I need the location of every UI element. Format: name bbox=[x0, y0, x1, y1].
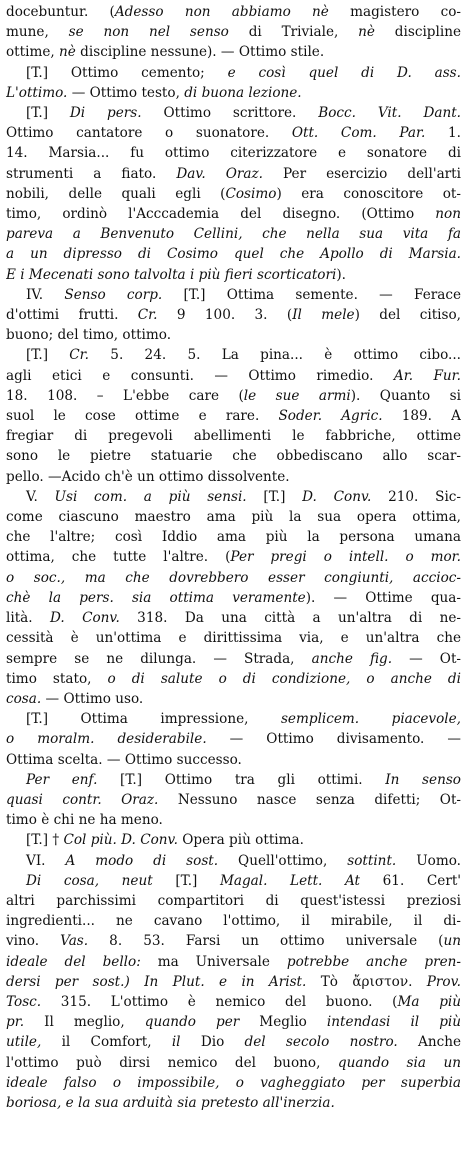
text-line bbox=[6, 42, 461, 62]
italic-segment: chè la pers. sia ottima veramente bbox=[6, 589, 306, 606]
italic-segment: Usi com. a più sensi. bbox=[54, 488, 247, 505]
text-segment: lità. bbox=[6, 610, 50, 627]
text-line bbox=[6, 527, 461, 547]
text-line bbox=[6, 487, 461, 507]
text-line bbox=[6, 204, 461, 224]
text-segment: suol le cose ottime e rare. bbox=[6, 408, 279, 425]
text-segment: Anche bbox=[397, 1034, 461, 1051]
italic-segment: A modo di sost. bbox=[65, 852, 219, 869]
text-segment: 14. Marsia... fu ottimo citerizzatore e sonatore di bbox=[6, 145, 461, 162]
text-line bbox=[6, 830, 461, 850]
text-line bbox=[6, 325, 461, 345]
text-segment: ottime, bbox=[6, 44, 60, 61]
text-segment: 18. 108. – L'ebbe care ( bbox=[6, 387, 244, 404]
italic-segment: intendasi il più bbox=[326, 1014, 461, 1031]
text-line bbox=[6, 103, 461, 123]
text-segment: Opera più ottima. bbox=[177, 832, 304, 849]
text-line bbox=[6, 1053, 461, 1073]
text-line bbox=[6, 446, 461, 466]
text-segment: 5. 24. 5. La pina... è ottimo cibo... bbox=[89, 347, 461, 364]
text-segment: VI. bbox=[26, 852, 66, 869]
italic-segment: Il mele bbox=[292, 307, 355, 324]
italic-segment: Ott. Com. Par. bbox=[291, 125, 426, 142]
text-segment: fregiar di pregevoli abellimenti le fabbriche, ottime bbox=[6, 428, 461, 445]
italic-segment: Ar. Fur. bbox=[393, 367, 461, 384]
text-line bbox=[6, 1073, 461, 1093]
text-line bbox=[6, 669, 461, 689]
text-line bbox=[6, 750, 461, 770]
italic-segment: anche fig. bbox=[311, 650, 393, 667]
italic-segment: Di pers. bbox=[69, 105, 142, 122]
text-segment: sono le pietre statuarie che obbediscano allo scar- bbox=[6, 448, 461, 465]
text-line bbox=[6, 709, 461, 729]
text-line bbox=[6, 790, 461, 810]
italic-segment: dersi per sost.) In Plut. e in Arist. bbox=[6, 973, 307, 990]
text-segment: timo stato, bbox=[6, 670, 108, 687]
text-segment: l'ottimo può dirsi nemico del buono, bbox=[6, 1054, 338, 1071]
italic-segment: di buona lezione. bbox=[184, 84, 302, 101]
text-segment: [T.] bbox=[152, 872, 220, 889]
text-line bbox=[6, 649, 461, 669]
text-segment: timo è chi ne ha meno. bbox=[6, 812, 163, 829]
text-line bbox=[6, 628, 461, 648]
italic-segment: D. Conv. bbox=[49, 610, 120, 627]
text-segment: discipline bbox=[374, 24, 461, 41]
italic-segment: Col più. D. Conv. bbox=[63, 832, 178, 849]
text-line bbox=[6, 891, 461, 911]
text-segment: Quell'ottimo, bbox=[218, 852, 348, 869]
italic-segment: Per enf. bbox=[26, 771, 98, 788]
italic-segment: Prov. bbox=[426, 973, 461, 990]
italic-segment: D. Conv. bbox=[302, 488, 372, 505]
text-segment: — Ottimo divisamento. — bbox=[206, 731, 461, 748]
text-line bbox=[6, 568, 461, 588]
italic-segment: sottint. bbox=[347, 852, 397, 869]
text-segment: ) del citiso, bbox=[354, 307, 461, 324]
text-segment: ). Quanto si bbox=[350, 387, 461, 404]
italic-segment: quando per bbox=[144, 1014, 240, 1031]
italic-segment: Cr. bbox=[137, 307, 158, 324]
italic-segment: il bbox=[171, 1034, 181, 1051]
italic-segment: potrebbe anche pren- bbox=[286, 953, 461, 970]
text-segment: 210. Sic- bbox=[371, 488, 461, 505]
text-line bbox=[6, 63, 461, 83]
text-segment: sempre se ne dilunga. — Strada, bbox=[6, 650, 312, 667]
text-segment: d'ottimi frutti. bbox=[6, 307, 138, 324]
italic-segment: se non nel senso bbox=[68, 24, 229, 41]
italic-segment: quasi contr. Oraz. bbox=[6, 791, 159, 808]
text-segment: [T.] Ottimo cemento; bbox=[26, 64, 228, 81]
text-segment: buono; del timo, ottimo. bbox=[6, 327, 172, 344]
italic-segment: Senso corp. bbox=[64, 286, 163, 303]
text-line bbox=[6, 547, 461, 567]
text-line bbox=[6, 366, 461, 386]
italic-segment: utile, bbox=[6, 1034, 42, 1051]
text-line bbox=[6, 952, 461, 972]
text-segment: ). — Ottime qua- bbox=[305, 589, 461, 606]
text-segment: vino. bbox=[6, 933, 61, 950]
text-segment: 61. Cert' bbox=[360, 872, 461, 889]
italic-segment: ideale del bello: bbox=[6, 953, 141, 970]
text-segment: [T.] bbox=[26, 105, 70, 122]
text-segment: — Ottimo testo, bbox=[67, 84, 185, 101]
italic-segment: Soder. Agric. bbox=[278, 408, 383, 425]
text-line bbox=[6, 931, 461, 951]
text-line bbox=[6, 810, 461, 830]
text-segment: magistero co- bbox=[328, 4, 461, 20]
italic-segment: parevа a Benvenuto Cellini, che nella sua vita fa bbox=[6, 226, 461, 243]
italic-segment: In senso bbox=[385, 771, 461, 788]
text-segment: Τὸ ἄριστον. bbox=[306, 973, 427, 990]
text-line bbox=[6, 911, 461, 931]
italic-segment: e così quel di D. ass. bbox=[227, 64, 461, 81]
text-segment: [T.] † bbox=[26, 832, 64, 849]
text-line bbox=[6, 224, 461, 244]
text-line bbox=[6, 164, 461, 184]
text-segment: come ciascuno maestro ama più la sua opera ottima, bbox=[6, 509, 461, 526]
italic-segment: quando sia un bbox=[337, 1054, 461, 1071]
italic-segment: semplicem. piacevole, bbox=[280, 711, 461, 728]
italic-segment: cosa. bbox=[6, 690, 42, 707]
text-segment: 318. Da una città a un'altra di ne- bbox=[119, 610, 461, 627]
text-segment: 189. A bbox=[382, 408, 461, 425]
text-line bbox=[6, 770, 461, 790]
text-line bbox=[6, 851, 461, 871]
italic-segment: le sue armi bbox=[243, 387, 351, 404]
text-line bbox=[6, 123, 461, 143]
text-segment: Ottima scelta. — Ottimo successo. bbox=[6, 751, 242, 768]
text-line bbox=[6, 406, 461, 426]
italic-segment: non bbox=[435, 206, 461, 223]
text-line bbox=[6, 143, 461, 163]
text-segment: di Triviale, bbox=[228, 24, 359, 41]
text-line bbox=[6, 608, 461, 628]
text-line bbox=[6, 285, 461, 305]
text-line bbox=[6, 22, 461, 42]
text-segment: [T.] bbox=[246, 488, 303, 505]
text-line bbox=[6, 386, 461, 406]
text-segment: nobili, delle quali egli ( bbox=[6, 185, 226, 202]
text-line bbox=[6, 992, 461, 1012]
text-line bbox=[6, 345, 461, 365]
text-line bbox=[6, 83, 461, 103]
text-line bbox=[6, 507, 461, 527]
text-line bbox=[6, 689, 461, 709]
text-segment: 8. 53. Farsi un ottimo universale ( bbox=[88, 933, 444, 950]
italic-segment: Di cosa, neut bbox=[26, 872, 153, 889]
text-segment: ottima, che tutte l'altre. ( bbox=[6, 549, 231, 566]
text-segment: 1. bbox=[425, 125, 461, 142]
italic-segment: Cr. bbox=[69, 347, 90, 364]
text-segment: 9 100. 3. ( bbox=[157, 307, 293, 324]
text-line bbox=[6, 2, 461, 22]
text-segment: ma Universale bbox=[140, 953, 287, 970]
text-segment: IV. bbox=[26, 286, 65, 303]
italic-segment: E i Mecenati sono talvolta i più fieri scorticatori bbox=[6, 266, 337, 283]
text-segment: Meglio bbox=[239, 1014, 327, 1031]
italic-segment: Vas. bbox=[60, 933, 89, 950]
text-segment: Nessuno nasce senza difetti; Ot- bbox=[158, 791, 461, 808]
italic-segment: Dav. Oraz. bbox=[176, 165, 263, 182]
text-segment: il Comfort, bbox=[41, 1034, 172, 1051]
text-segment: [T.] bbox=[26, 347, 70, 364]
text-segment: docebuntur. ( bbox=[6, 4, 115, 20]
italic-segment: o soc., ma che dovrebbero esser congiunti, accioc- bbox=[6, 569, 461, 586]
text-line bbox=[6, 265, 461, 285]
text-line bbox=[6, 467, 461, 487]
text-segment: V. bbox=[26, 488, 55, 505]
text-line bbox=[6, 1012, 461, 1032]
text-line bbox=[6, 426, 461, 446]
italic-segment: Magal. Lett. At bbox=[219, 872, 361, 889]
text-segment: discipline nessune). — Ottimo stile. bbox=[75, 44, 325, 61]
text-segment: Il meglio, bbox=[24, 1014, 145, 1031]
text-segment: pello. —Acido ch'è un ottimo dissolvente. bbox=[6, 468, 290, 485]
italic-segment: Bocc. Vit. Dant. bbox=[318, 105, 461, 122]
text-segment: Uomo. bbox=[396, 852, 461, 869]
text-line bbox=[6, 305, 461, 325]
text-segment: 315. L'ottimo è nemico del buono. ( bbox=[41, 993, 398, 1010]
text-segment: che l'altre; così Iddio ama più la persona umana bbox=[6, 529, 461, 546]
text-segment: mune, bbox=[6, 24, 69, 41]
text-segment: agli etici e consunti. — Ottimo rimedio. bbox=[6, 367, 394, 384]
text-segment: Per esercizio dell'arti bbox=[262, 165, 461, 182]
text-segment: Ottimo scrittore. bbox=[141, 105, 319, 122]
text-segment: — Ot- bbox=[392, 650, 461, 667]
text-line bbox=[6, 184, 461, 204]
italic-segment: Adesso non abbiamo nè bbox=[114, 4, 329, 20]
text-segment: cessità è un'ottima e dirittissima via, e un'altra che bbox=[6, 630, 461, 647]
italic-segment: pr. bbox=[6, 1014, 25, 1031]
italic-segment: ideale falso o impossibile, o vagheggiato per superbia bbox=[6, 1074, 461, 1091]
text-segment: — Ottimo uso. bbox=[41, 690, 144, 707]
italic-segment: o moralm. desiderabile. bbox=[6, 731, 207, 748]
italic-segment: Tosc. bbox=[6, 993, 42, 1010]
text-line bbox=[6, 729, 461, 749]
text-line bbox=[6, 1032, 461, 1052]
italic-segment: a un dipresso di Cosimo quel che Apollo di Marsia. bbox=[6, 246, 461, 263]
italic-segment: un bbox=[443, 933, 461, 950]
text-segment: ) era conoscitore ot- bbox=[276, 185, 461, 202]
text-segment: strumenti a fiato. bbox=[6, 165, 177, 182]
text-segment: altri parchissimi compartitori di quest'istessi preziosi bbox=[6, 892, 461, 909]
text-line bbox=[6, 1093, 461, 1113]
italic-segment: Ma più bbox=[397, 993, 461, 1010]
text-segment: timo, ordinò l'Acccademia del disegno. (Ottimo bbox=[6, 206, 436, 223]
text-segment: [T.] Ottima impressione, bbox=[26, 711, 281, 728]
text-line bbox=[6, 871, 461, 891]
italic-segment: L'ottimo. bbox=[6, 84, 68, 101]
italic-segment: del secolo nostro. bbox=[244, 1034, 398, 1051]
text-line bbox=[6, 244, 461, 264]
italic-segment: nè bbox=[358, 24, 375, 41]
italic-segment: boriosa, e la sua arduità sia pretesto all'inerzia. bbox=[6, 1094, 335, 1111]
italic-segment: Cosimo bbox=[225, 185, 277, 202]
text-line bbox=[6, 972, 461, 992]
text-segment: ingredienti... ne cavano l'ottimo, il mirabile, il di- bbox=[6, 913, 461, 930]
italic-segment: nè bbox=[59, 44, 76, 61]
italic-segment: Per pregi o intell. o mor. bbox=[230, 549, 461, 566]
text-line bbox=[6, 588, 461, 608]
text-segment: [T.] Ottima semente. — Ferace bbox=[162, 286, 461, 303]
text-segment: ). bbox=[336, 266, 346, 283]
italic-segment: o di salute o di condizione, o anche di bbox=[107, 670, 461, 687]
text-segment: Ottimo cantatore o suonatore. bbox=[6, 125, 292, 142]
text-segment: [T.] Ottimo tra gli ottimi. bbox=[97, 771, 386, 788]
text-segment: Dio bbox=[180, 1034, 245, 1051]
